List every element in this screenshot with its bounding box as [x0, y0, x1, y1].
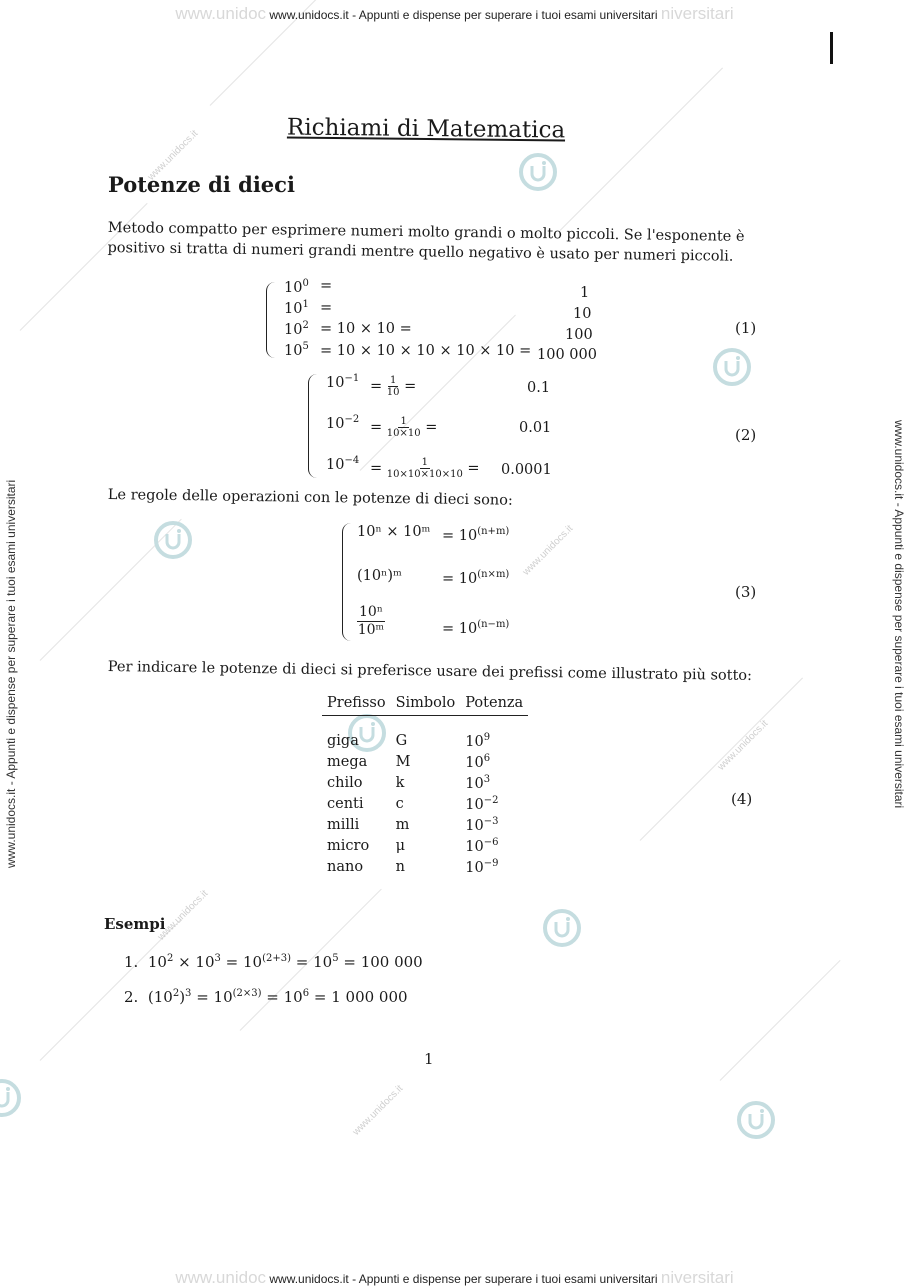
eq1-lhs: $10^2$	[284, 320, 309, 338]
rules-intro: Le regole delle operazioni con le potenze di dieci sono:	[107, 486, 513, 509]
eq2-rhs: 0.0001	[501, 462, 552, 478]
eq3-rhs: = $10^{(n+m)}$	[442, 526, 510, 544]
table-row: giga G $10^9$	[327, 731, 491, 750]
table-row: nano n $10^{-9}$	[327, 857, 499, 876]
watermark-small-text: www.unidocs.it	[350, 1083, 406, 1138]
eq1-rhs: 10	[573, 306, 592, 322]
eq1-mid: = 10 × 10 × 10 × 10 × 10 =	[320, 343, 532, 359]
eq1-lhs: $10^5$	[284, 341, 309, 359]
eq2-lhs: $10^{-2}$	[326, 414, 360, 432]
example-item: 2. $(10^2)^3 = 10^{(2\times 3)} = 10^6 = 1$ 000 000	[124, 988, 408, 1006]
eq2-rhs: 0.01	[519, 420, 552, 436]
eq2-lhs: $10^{-1}$	[326, 373, 360, 391]
brace	[342, 523, 351, 641]
eq3-lhs: (10ⁿ)ᵐ	[357, 568, 402, 584]
section-heading: Potenze di dieci	[108, 172, 295, 197]
watermark-logo-icon	[736, 1100, 776, 1140]
watermark-logo-icon	[542, 908, 582, 948]
eq2-fraction: = $\frac{1}{10\times 10}$ =	[370, 416, 438, 439]
eq3-rhs: = $10^{(n-m)}$	[442, 619, 510, 637]
brace	[308, 374, 317, 478]
eq1-lhs: $10^1$	[284, 299, 309, 317]
eq2-lhs: $10^{-4}$	[326, 455, 360, 473]
equation-number: (4)	[731, 790, 753, 808]
page-number: 1	[424, 1050, 434, 1068]
table-row: mega M $10^6$	[327, 752, 491, 771]
brace	[266, 282, 275, 358]
eq2-fraction: = $\frac{1}{10\times 10\times 10\times 10}$ =	[370, 457, 480, 480]
watermark-logo-icon	[712, 347, 752, 387]
eq3-lhs: 10ⁿ × 10ᵐ	[357, 524, 431, 540]
column-header: Potenza	[460, 693, 528, 716]
watermark-banner-top: www.unidoc www.unidocs.it - Appunti e dispense per superare i tuoi esami universitari niversitari	[175, 4, 734, 23]
watermark-logo-icon	[518, 152, 558, 192]
watermark-banner-left: www.unidocs.it - Appunti e dispense per superare i tuoi esami universitari	[4, 479, 18, 868]
column-header: Prefisso	[322, 693, 391, 716]
eq1-rhs: 1	[580, 285, 590, 301]
eq1-mid: =	[320, 278, 333, 294]
watermark-small-text: www.unidocs.it	[520, 523, 576, 578]
eq2-fraction: = $\frac{1}{10}$ =	[370, 375, 417, 398]
eq1-mid: = 10 × 10 =	[320, 321, 412, 337]
page-title: Richiami di Matematica	[286, 114, 566, 144]
prefix-intro: Per indicare le potenze di dieci si preferisce usare dei prefissi come illustrato più sotto:	[107, 658, 753, 684]
watermark-logo-icon	[0, 1078, 22, 1118]
table-row: chilo k $10^3$	[327, 773, 491, 792]
watermark-banner-right: www.unidocs.it - Appunti e dispense per superare i tuoi esami universitari	[892, 420, 906, 809]
equation-number: (1)	[735, 319, 757, 337]
table-row: micro μ $10^{-6}$	[327, 836, 499, 855]
column-header: Simbolo	[391, 693, 461, 716]
intro-paragraph: Metodo compatto per esprimere numeri molto grandi o molto piccoli. Se l'esponente è positivo si tratta di numeri grandi mentre quello negativo è usato per numeri piccoli.	[107, 219, 745, 265]
equation-number: (3)	[735, 583, 757, 601]
table-row: centi c $10^{-2}$	[327, 794, 499, 813]
watermark-small-text: www.unidocs.it	[155, 888, 211, 943]
table-row: milli m $10^{-3}$	[327, 815, 499, 834]
watermark-banner-bottom: www.unidoc www.unidocs.it - Appunti e dispense per superare i tuoi esami universitari niversitari	[175, 1268, 734, 1287]
eq1-rhs: 100	[565, 327, 593, 343]
watermark-logo-icon	[153, 520, 193, 560]
equation-number: (2)	[735, 426, 757, 444]
eq1-mid: =	[320, 300, 333, 316]
watermark-line	[720, 960, 841, 1081]
eq3-fraction: $\frac{\text{10ⁿ}}{\text{10ᵐ}}$	[357, 604, 385, 638]
watermark-line	[560, 68, 723, 231]
eq1-rhs: 100 000	[537, 347, 597, 363]
examples-heading: Esempi	[104, 915, 166, 933]
prefix-table	[322, 693, 528, 877]
eq3-rhs: = $10^{(n\times m)}$	[442, 569, 510, 587]
example-item: 1. $10^2 \times 10^3 = 10^{(2+3)} = 10^5 = 100$ 000	[124, 953, 423, 971]
eq1-lhs: $10^0$	[284, 278, 309, 296]
watermark-small-text: www.unidocs.it	[715, 718, 771, 773]
watermark-small-text: www.unidocs.it	[145, 128, 201, 183]
scan-mark	[830, 32, 833, 64]
table-header-row	[322, 693, 528, 716]
eq2-rhs: 0.1	[527, 380, 551, 396]
